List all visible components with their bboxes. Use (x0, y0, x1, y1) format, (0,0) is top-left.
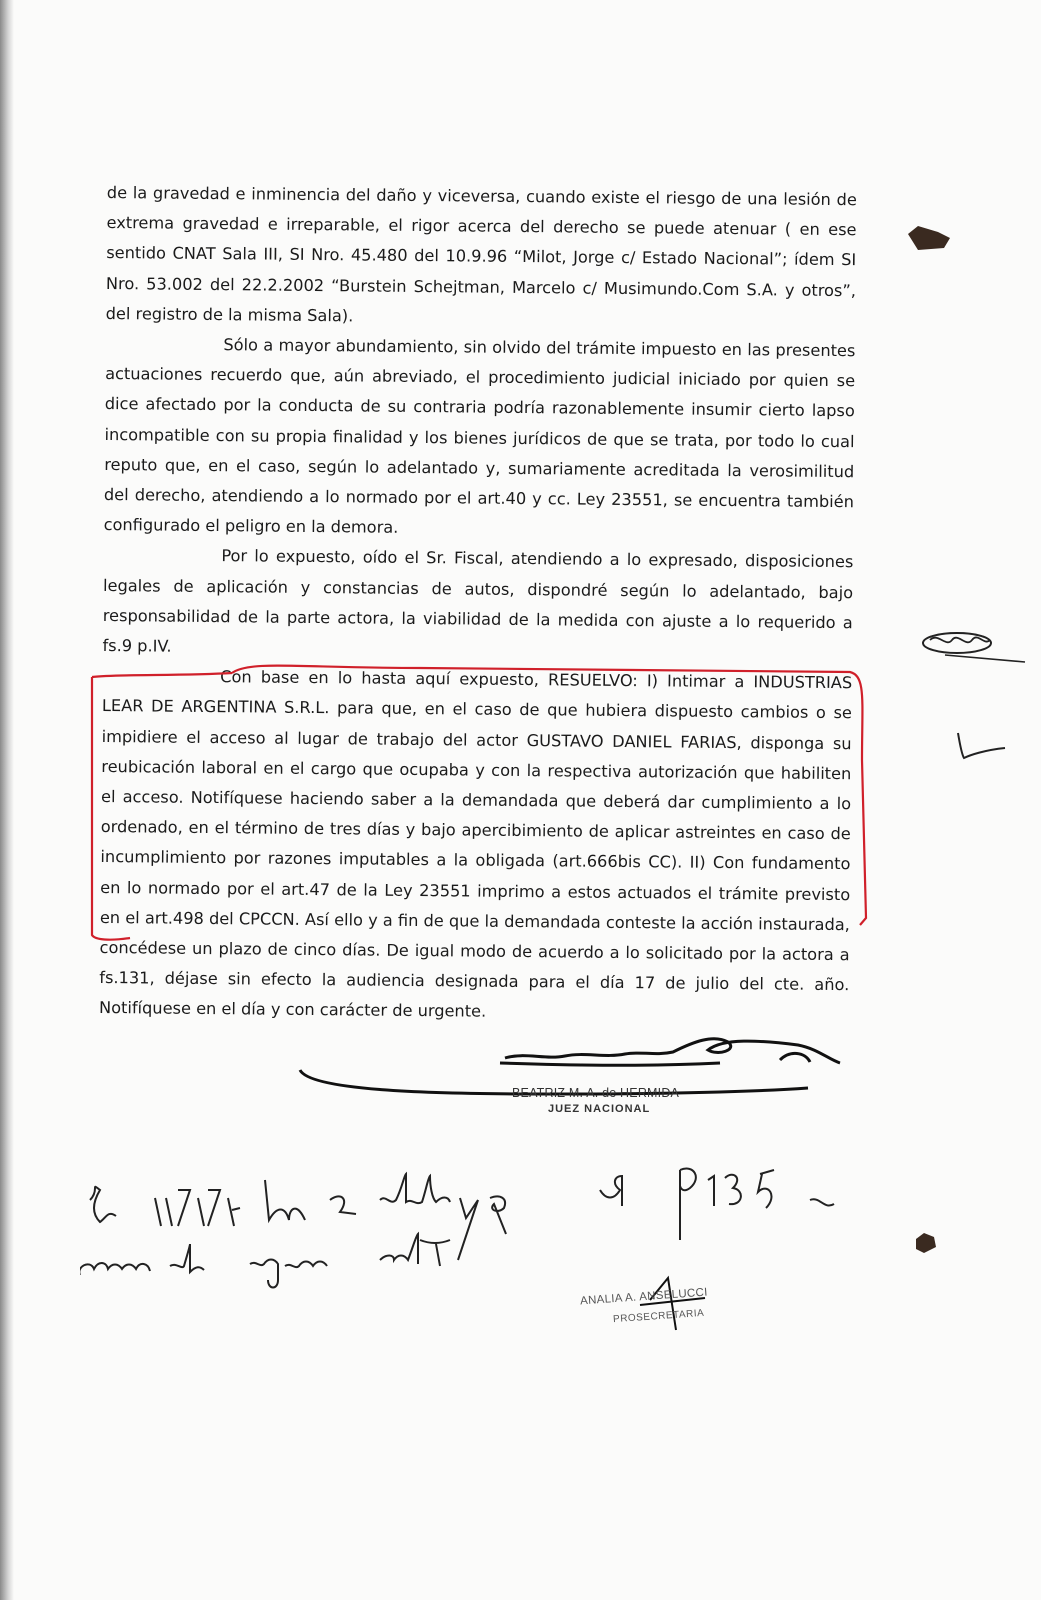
judge-signature-block (290, 1036, 850, 1126)
paragraph-4-resolution: Con base en lo hasta aquí expuesto, RESUELVO: I) Intimar a INDUSTRIAS LEAR DE ARGENTINA S.R.L. para que, en el caso de que hubiera dispuesto cambios o se impidiere el acceso al lugar de trabajo del actor GUSTAVO DANIEL FARIAS, disponga su reubicación laboral en el cargo que ocupaba y con la respectiva autorización que habiliten el acceso. Notifíquese haciendo saber a la demandada que deberá dar cumplimiento a lo ordenado, en el término de tres días y bajo apercibimiento de aplicar astreintes en caso de incumplimiento por razones imputables a la obligada (art.666bis CC). II) Con fundamento en lo normado por el art.47 de la Ley 23551 imprimo a estos actuados el trámite previsto en el art.498 del CPCCN. Así ello y a fin de que la demandada conteste la acción instaurada, concédese un plazo de cinco días. De igual modo de acuerdo a lo solicitado por la actora a fs.131, déjase sin efecto la audiencia designada para el día 17 de julio del cte. año. Notifíquese en el día y con carácter de urgente. (98, 667, 853, 1022)
judge-title: JUEZ NACIONAL (548, 1103, 651, 1115)
margin-tick-line (945, 655, 1025, 662)
margin-scribble-loops (930, 637, 990, 642)
secretary-name: ANALIA A. ANSELUCCI (579, 1286, 709, 1308)
judge-name: BEATRIZ M. A. de HERMIDA (512, 1086, 680, 1100)
handwriting-line-2 (80, 1234, 450, 1288)
paragraph-3: Por lo expuesto, oído el Sr. Fiscal, atendiendo a lo expresado, disposiciones legales de aplicación y constancias de autos, dispondré según lo adelantado, bajo responsabilidad de la parte actora, la viabilidad de la medida con ajuste a lo requerido a fs.9 p.IV. (102, 546, 854, 656)
hole-punch-bottom (916, 1233, 936, 1253)
paragraph-2: Sólo a mayor abundamiento, sin olvido del trámite impuesto en las presentes actuaciones recuerdo que, aún abreviado, el procedimiento judicial iniciado por quien se dice afectado por la conducta de su contraria podría razonablemente insumir cierto lapso incompatible con su propia finalidad y los bienes jurídicos de que se trata, por todo lo cual reputo que, en el caso, según lo adelantado y, sumariamente acreditada la verosimilitud del derecho, atendiendo a lo normado por el art.40 y cc. Ley 23551, se encuentra también configurado el peligro en la demora. (103, 335, 856, 538)
hole-punch-top (908, 226, 950, 250)
margin-check-mark (958, 733, 1005, 758)
resolution-text (99, 178, 857, 1031)
margin-scribble-mark (923, 633, 991, 653)
paragraph-1: de la gravedad e inminencia del daño y viceversa, cuando existe el riesgo de una lesión de extrema gravedad e irreparable, el rigor acerca del derecho se puede atenuar ( en ese sentido CNAT Sala III, SI Nro. 45.480 del 10.9.96 “Milot, Jorge c/ Estado Nacional”; ídem SI Nro. 53.002 del 22.2.2002 “Burstein Schejtman, Marcelo c/ Musimundo.Com S.A. y otros”, del registro de la misma Sala). (105, 182, 857, 326)
secretary-stamp (575, 1285, 755, 1345)
scan-edge-shadow (0, 0, 14, 1600)
secretary-title: PROSECRETARIA (612, 1307, 705, 1326)
handwriting-line-1 (90, 1169, 834, 1260)
